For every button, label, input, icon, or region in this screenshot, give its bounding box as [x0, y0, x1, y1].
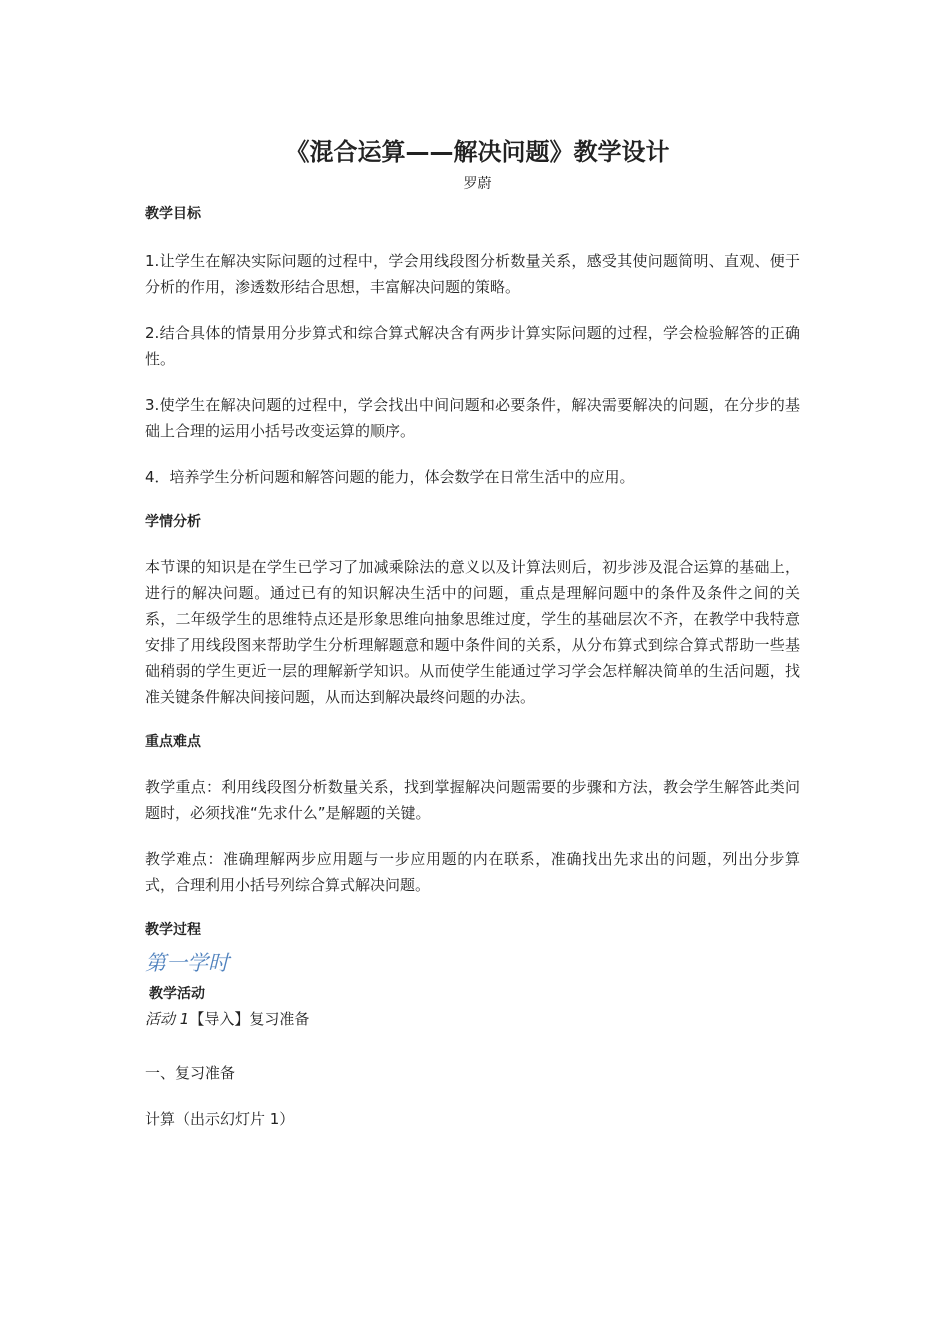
goal-item-2: 2.结合具体的情景用分步算式和综合算式解决含有两步计算实际问题的过程，学会检验解答的正确性。: [145, 324, 800, 368]
goal-item-3: 3.使学生在解决问题的过程中，学会找出中间问题和必要条件，解决需要解决的问题，在分步的基础上合理的运用小括号改变运算的顺序。: [145, 396, 800, 440]
goal-item-4: 4．培养学生分析问题和解答问题的能力，体会数学在日常生活中的应用。: [145, 468, 635, 486]
lesson-title: 第一学时: [145, 951, 229, 975]
key-point-focus: 教学重点：利用线段图分析数量关系，找到掌握解决问题需要的步骤和方法，教会学生解答此类问题时，必须找准“先求什么”是解题的关键。: [145, 778, 800, 822]
document-title: 《混合运算——解决问题》教学设计: [285, 138, 670, 166]
document-page: [145, 134, 800, 1130]
key-points-heading: 重点难点: [145, 734, 201, 750]
calc-line: 计算（出示幻灯片 1）: [145, 1110, 295, 1128]
goals-heading: 教学目标: [145, 206, 201, 222]
activity-text: 【导入】复习准备: [189, 1010, 310, 1028]
activity-heading: 教学活动: [149, 986, 205, 1002]
document-author: 罗蔚: [463, 176, 492, 192]
activity-line: [145, 1008, 800, 1030]
process-heading: 教学过程: [145, 922, 201, 938]
analysis-heading: 学情分析: [145, 514, 201, 530]
goal-item-1: 1.让学生在解决实际问题的过程中，学会用线段图分析数量关系，感受其使问题简明、直观、便于分析的作用，渗透数形结合思想，丰富解决问题的策略。: [145, 252, 800, 296]
activity-label: 活动 1: [145, 1010, 190, 1028]
key-point-difficulty: 教学难点：准确理解两步应用题与一步应用题的内在联系，准确找出先求出的问题，列出分步算式，合理利用小括号列综合算式解决问题。: [145, 850, 800, 894]
section-review: 一、复习准备: [145, 1064, 236, 1082]
analysis-paragraph: 本节课的知识是在学生已学习了加减乘除法的意义以及计算法则后，初步涉及混合运算的基础上，进行的解决问题。通过已有的知识解决生活中的问题，重点是理解问题中的条件及条件之间的关系，二年级学生的思维特点还是形象思维向抽象思维过度，学生的基础层次不齐，在教学中我特意安排了用线段图来帮助学生分析理解题意和题中条件间的关系，从分布算式到综合算式帮助一些基础稍弱的学生更近一层的理解新学知识。从而使学生能通过学习学会怎样解决简单的生活问题，找准关键条件解决间接问题，从而达到解决最终问题的办法。: [145, 558, 800, 706]
